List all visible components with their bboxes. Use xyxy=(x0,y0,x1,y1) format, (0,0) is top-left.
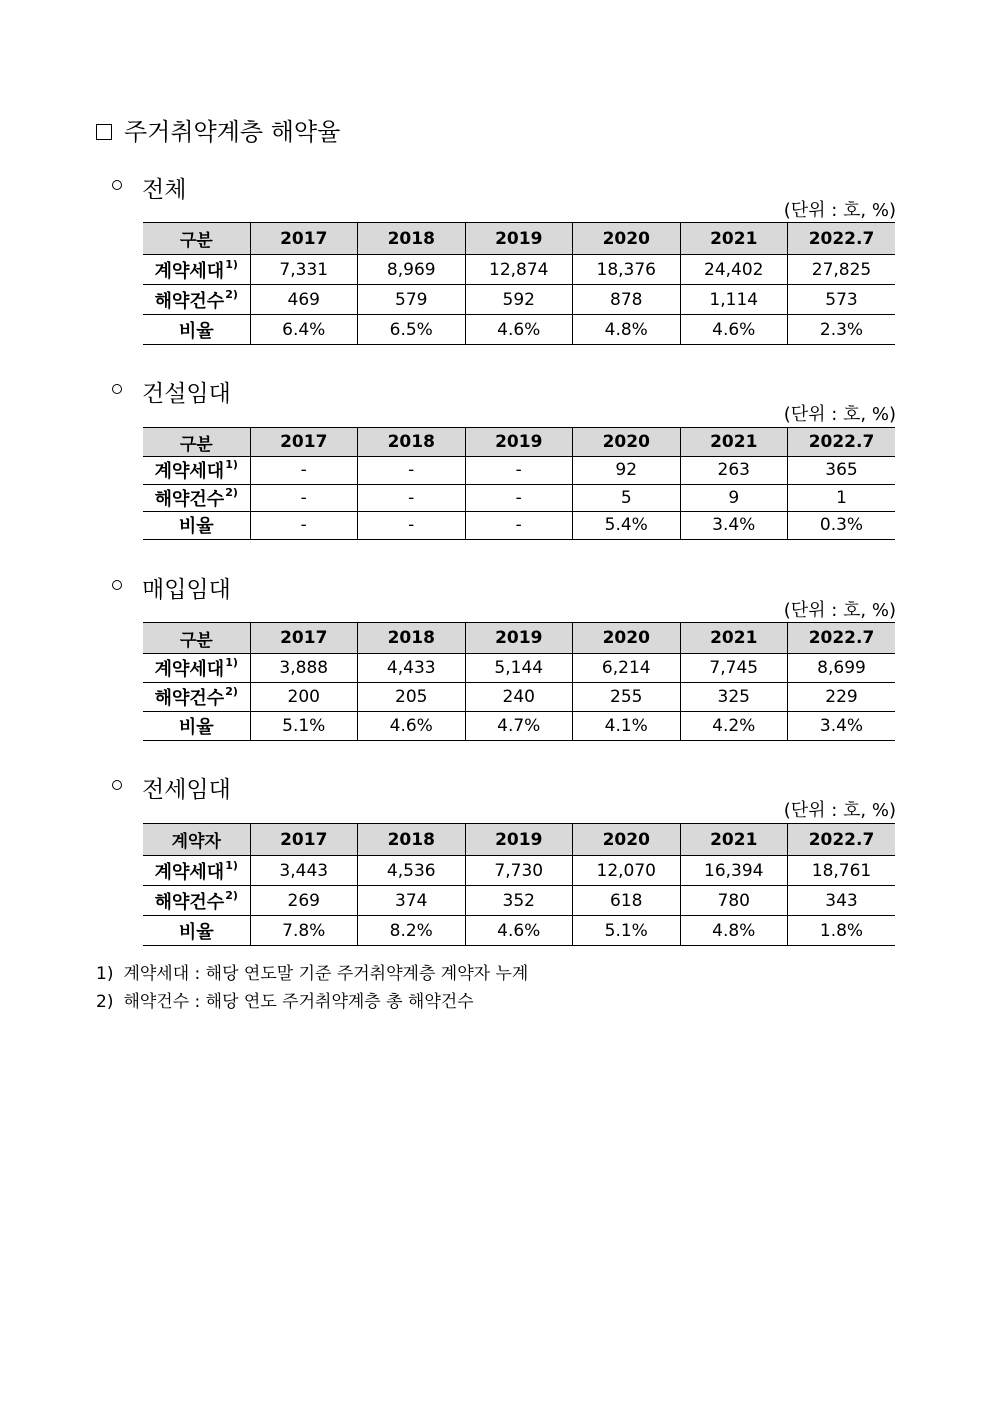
table-row xyxy=(143,916,895,946)
table-cell: 4.6% xyxy=(465,916,573,946)
table-cell: 4,536 xyxy=(358,856,466,886)
table-cell: 4.2% xyxy=(680,712,788,741)
table-cell: 352 xyxy=(465,886,573,916)
table-cell: - xyxy=(358,512,466,540)
table-cell: 6.4% xyxy=(250,315,358,345)
unit-label: (단위 : 호, %) xyxy=(783,800,896,821)
table-cell: 255 xyxy=(573,683,681,712)
table-cell: 8,699 xyxy=(788,654,896,683)
table-cell: 5.4% xyxy=(573,512,681,540)
footnote-marker: 1) xyxy=(225,656,238,669)
section-heading-text: 전세임대 xyxy=(142,776,231,803)
row-label-cell xyxy=(143,683,250,712)
table-cell: 200 xyxy=(250,683,358,712)
circle-bullet-icon xyxy=(112,180,122,190)
table-cell: 4,433 xyxy=(358,654,466,683)
header-cell-year: 2017 xyxy=(250,824,358,856)
table-row xyxy=(143,512,895,540)
table-cell: 579 xyxy=(358,285,466,315)
section-heading xyxy=(112,572,231,602)
table-cell: 780 xyxy=(680,886,788,916)
section-heading-text: 매입임대 xyxy=(142,576,231,603)
header-cell-year: 2018 xyxy=(358,824,466,856)
footnote-marker: 1) xyxy=(225,257,238,271)
table-cell: 374 xyxy=(358,886,466,916)
footnote-marker: 2) xyxy=(225,485,238,499)
table-row xyxy=(143,683,895,712)
table-cell: 878 xyxy=(573,285,681,315)
table-cell: 3,443 xyxy=(250,856,358,886)
header-cell-label: 구분 xyxy=(143,428,250,457)
table-cell: 12,874 xyxy=(465,255,573,285)
table-cell: 3.4% xyxy=(788,712,896,741)
table-cell: 4.6% xyxy=(680,315,788,345)
row-label: 비율 xyxy=(178,516,214,538)
table-cell: 7,331 xyxy=(250,255,358,285)
circle-bullet-icon xyxy=(112,580,122,590)
footnote-2 xyxy=(96,988,528,1016)
table-cell: 92 xyxy=(573,457,681,485)
header-cell-year: 2017 xyxy=(250,623,358,654)
checkbox-square-icon xyxy=(96,124,112,140)
row-label: 계약세대 xyxy=(154,659,225,680)
header-cell-label: 계약자 xyxy=(143,824,250,856)
header-cell-year: 2022.7 xyxy=(788,824,896,856)
row-label-cell xyxy=(143,654,250,683)
header-cell-year: 2019 xyxy=(465,428,573,457)
table-cell: 205 xyxy=(358,683,466,712)
table-row xyxy=(143,255,895,285)
table-cell: 4.1% xyxy=(573,712,681,741)
table-cell: 229 xyxy=(788,683,896,712)
table-cell: 7.8% xyxy=(250,916,358,946)
circle-bullet-icon xyxy=(112,384,122,394)
circle-bullet-icon xyxy=(112,780,122,790)
header-cell-label: 구분 xyxy=(143,223,250,255)
table-cell: - xyxy=(250,457,358,485)
table-cell: 6,214 xyxy=(573,654,681,683)
row-label: 계약세대 xyxy=(154,260,225,282)
table-cell: 469 xyxy=(250,285,358,315)
row-label: 계약세대 xyxy=(154,461,225,483)
header-cell-year: 2018 xyxy=(358,428,466,457)
data-table xyxy=(143,222,895,345)
header-cell-year: 2021 xyxy=(680,623,788,654)
row-label-cell xyxy=(143,255,250,285)
row-label: 비율 xyxy=(178,320,214,342)
table-cell: 8,969 xyxy=(358,255,466,285)
footnote-1 xyxy=(96,960,528,988)
section-heading xyxy=(112,172,186,202)
row-label: 계약세대 xyxy=(154,861,225,883)
table-cell: 325 xyxy=(680,683,788,712)
header-cell-year: 2022.7 xyxy=(788,223,896,255)
table-cell: 5,144 xyxy=(465,654,573,683)
table-cell: 7,745 xyxy=(680,654,788,683)
header-cell-year: 2022.7 xyxy=(788,623,896,654)
row-label-cell xyxy=(143,856,250,886)
header-cell-label: 구분 xyxy=(143,623,250,654)
table-cell: - xyxy=(358,484,466,512)
header-cell-year: 2017 xyxy=(250,223,358,255)
footnote-number: 2) xyxy=(96,992,114,1012)
table-cell: 1,114 xyxy=(680,285,788,315)
row-label-cell xyxy=(143,916,250,946)
table-row xyxy=(143,654,895,683)
footnote-marker: 2) xyxy=(225,287,238,301)
footnote-marker: 2) xyxy=(225,685,238,698)
row-label: 해약건수 xyxy=(154,891,225,913)
table-header-row xyxy=(143,223,895,255)
footnote-text: 해약건수 : 해당 연도 주거취약계층 총 해약건수 xyxy=(123,992,474,1012)
row-label-cell xyxy=(143,484,250,512)
table-cell: 343 xyxy=(788,886,896,916)
table-cell: - xyxy=(465,512,573,540)
row-label-cell xyxy=(143,712,250,741)
header-cell-year: 2019 xyxy=(465,223,573,255)
table-row xyxy=(143,285,895,315)
header-cell-year: 2020 xyxy=(573,824,681,856)
row-label-cell xyxy=(143,512,250,540)
table-row xyxy=(143,484,895,512)
table-row xyxy=(143,886,895,916)
row-label: 해약건수 xyxy=(154,688,225,709)
table-cell: 27,825 xyxy=(788,255,896,285)
table-cell: 5 xyxy=(573,484,681,512)
table-cell: 269 xyxy=(250,886,358,916)
table-header-row xyxy=(143,623,895,654)
row-label-cell xyxy=(143,315,250,345)
row-label: 해약건수 xyxy=(154,488,225,510)
table-header-row xyxy=(143,428,895,457)
table-cell: 3,888 xyxy=(250,654,358,683)
table-cell: 18,761 xyxy=(788,856,896,886)
header-cell-year: 2022.7 xyxy=(788,428,896,457)
table-cell: 18,376 xyxy=(573,255,681,285)
section-heading xyxy=(112,772,231,802)
table-cell: 592 xyxy=(465,285,573,315)
unit-label: (단위 : 호, %) xyxy=(783,404,896,425)
table-cell: - xyxy=(465,457,573,485)
table-cell: 16,394 xyxy=(680,856,788,886)
data-table xyxy=(143,823,895,946)
header-cell-year: 2018 xyxy=(358,223,466,255)
section-heading-text: 전체 xyxy=(142,176,187,203)
header-cell-year: 2018 xyxy=(358,623,466,654)
header-cell-year: 2020 xyxy=(573,428,681,457)
table-row xyxy=(143,315,895,345)
row-label: 해약건수 xyxy=(154,290,225,312)
table-cell: 240 xyxy=(465,683,573,712)
footnote-marker: 2) xyxy=(225,888,238,902)
header-cell-year: 2021 xyxy=(680,428,788,457)
footnote-marker: 1) xyxy=(225,858,238,872)
table-cell: 618 xyxy=(573,886,681,916)
unit-label: (단위 : 호, %) xyxy=(783,200,896,221)
row-label-cell xyxy=(143,886,250,916)
row-label-cell xyxy=(143,285,250,315)
table-row xyxy=(143,712,895,741)
document-title xyxy=(96,114,340,150)
footnotes xyxy=(96,960,528,1016)
table-cell: 2.3% xyxy=(788,315,896,345)
table-cell: 4.8% xyxy=(680,916,788,946)
header-cell-year: 2021 xyxy=(680,824,788,856)
section-heading-text: 건설임대 xyxy=(142,380,231,407)
header-cell-year: 2017 xyxy=(250,428,358,457)
table-cell: 4.8% xyxy=(573,315,681,345)
table-cell: 0.3% xyxy=(788,512,896,540)
table-cell: 7,730 xyxy=(465,856,573,886)
table-cell: 6.5% xyxy=(358,315,466,345)
section-heading xyxy=(112,376,231,406)
table-cell: 573 xyxy=(788,285,896,315)
table-cell: 3.4% xyxy=(680,512,788,540)
row-label: 비율 xyxy=(178,717,214,738)
table-cell: 4.6% xyxy=(358,712,466,741)
table-cell: 365 xyxy=(788,457,896,485)
footnote-text: 계약세대 : 해당 연도말 기준 주거취약계층 계약자 누계 xyxy=(123,964,529,984)
header-cell-year: 2020 xyxy=(573,223,681,255)
header-cell-year: 2019 xyxy=(465,824,573,856)
table-cell: 4.7% xyxy=(465,712,573,741)
table-cell: - xyxy=(465,484,573,512)
table-row xyxy=(143,856,895,886)
table-header-row xyxy=(143,824,895,856)
footnote-number: 1) xyxy=(96,964,114,984)
table-cell: 5.1% xyxy=(250,712,358,741)
header-cell-year: 2019 xyxy=(465,623,573,654)
table-cell: 8.2% xyxy=(358,916,466,946)
header-cell-year: 2021 xyxy=(680,223,788,255)
data-table xyxy=(143,427,895,540)
footnote-marker: 1) xyxy=(225,458,238,472)
table-cell: - xyxy=(250,512,358,540)
table-cell: 5.1% xyxy=(573,916,681,946)
table-cell: 24,402 xyxy=(680,255,788,285)
table-cell: 1 xyxy=(788,484,896,512)
unit-label: (단위 : 호, %) xyxy=(783,600,896,621)
row-label: 비율 xyxy=(178,921,214,943)
header-cell-year: 2020 xyxy=(573,623,681,654)
table-cell: 4.6% xyxy=(465,315,573,345)
row-label-cell xyxy=(143,457,250,485)
table-cell: - xyxy=(358,457,466,485)
table-cell: 1.8% xyxy=(788,916,896,946)
table-cell: - xyxy=(250,484,358,512)
document-title-text: 주거취약계층 해약율 xyxy=(124,118,341,146)
table-cell: 9 xyxy=(680,484,788,512)
data-table xyxy=(143,622,895,741)
table-row xyxy=(143,457,895,485)
table-cell: 12,070 xyxy=(573,856,681,886)
table-cell: 263 xyxy=(680,457,788,485)
